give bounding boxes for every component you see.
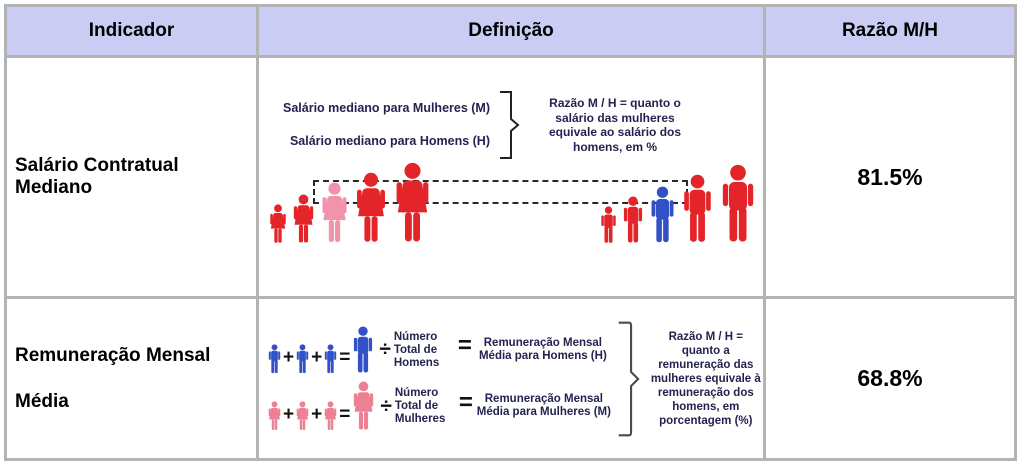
equals-operator: = <box>457 332 472 359</box>
man-median-icon <box>648 186 677 244</box>
woman-icon <box>291 194 316 244</box>
header-cell-indicador <box>7 7 259 58</box>
row2-indicator-cell <box>7 299 259 458</box>
equals-operator: = <box>339 347 351 368</box>
woman-icon <box>267 401 282 431</box>
indicators-table <box>4 4 1017 461</box>
man-icon <box>295 344 310 374</box>
row2-ratio-value: 68.8% <box>857 365 923 391</box>
divide-operator: ÷ <box>379 338 391 361</box>
women-result-label: Remuneração Mensal Média para Mulheres (M) <box>476 393 611 418</box>
header-label-indicador: Indicador <box>88 20 175 41</box>
row2-indicator-label-line2: Média <box>15 390 69 412</box>
woman-icon <box>351 381 376 431</box>
plus-operator: + <box>311 347 323 368</box>
men-result-label: Remuneração Mensal Média para Homens (H) <box>478 337 607 362</box>
row1-definition-formula <box>237 90 741 160</box>
equals-operator: = <box>339 404 351 425</box>
salary-men-label: Salário mediano para Homens (H) <box>289 134 490 148</box>
row2-definition-cell <box>259 299 766 458</box>
women-pictogram-group <box>268 162 433 244</box>
woman-icon <box>268 204 288 244</box>
row1-ratio-value: 81.5% <box>857 163 923 190</box>
row2-definition-formula <box>259 299 763 458</box>
bracket-icon <box>498 90 521 160</box>
brace-icon <box>617 313 641 445</box>
header-cell-razao <box>766 7 1014 58</box>
woman-median-icon <box>319 182 350 244</box>
row1-definition-cell <box>259 58 766 299</box>
equals-operator: = <box>458 389 473 416</box>
average-pay-equations <box>267 326 613 431</box>
salary-women-label: Salário mediano para Mulheres (M) <box>283 101 490 115</box>
median-salary-fraction <box>283 92 490 158</box>
plus-operator: + <box>283 404 295 425</box>
woman-icon <box>392 162 433 244</box>
women-average-equation <box>267 381 613 431</box>
row1-indicator-cell <box>7 58 259 299</box>
man-icon <box>323 344 338 374</box>
man-icon <box>599 206 618 244</box>
divide-operator: ÷ <box>380 395 392 418</box>
plus-operator: + <box>311 404 323 425</box>
header-label-definicao: Definição <box>468 20 554 41</box>
header-label-razao: Razão M/H <box>841 20 939 41</box>
row2-ratio-cell <box>766 299 1014 458</box>
men-pictogram-group <box>599 164 758 244</box>
men-average-equation <box>267 326 613 374</box>
man-icon <box>267 344 282 374</box>
woman-icon <box>353 172 389 244</box>
woman-icon <box>295 401 310 431</box>
row1-ratio-explanation: Razão M / H = quanto o salário das mulheres equivale ao salário dos homens, em % <box>548 96 682 154</box>
man-icon <box>718 164 758 244</box>
man-icon <box>680 174 715 244</box>
plus-operator: + <box>283 347 295 368</box>
man-icon <box>351 326 375 374</box>
row1-indicator-label: Salário Contratual Mediano <box>15 155 179 198</box>
women-total-label: Número Total de Mulheres <box>394 386 446 425</box>
header-cell-definicao <box>259 7 766 58</box>
row2-ratio-explanation: Razão M / H = quanto a remuneração das mulheres equivale à remuneração dos homens, em porcentagem (%) <box>650 330 761 427</box>
row1-ratio-cell <box>766 58 1014 299</box>
man-icon <box>621 196 645 244</box>
men-total-label: Número Total de Homens <box>393 330 440 369</box>
row2-indicator-label-line1: Remuneração Mensal <box>15 344 211 366</box>
woman-icon <box>323 401 338 431</box>
